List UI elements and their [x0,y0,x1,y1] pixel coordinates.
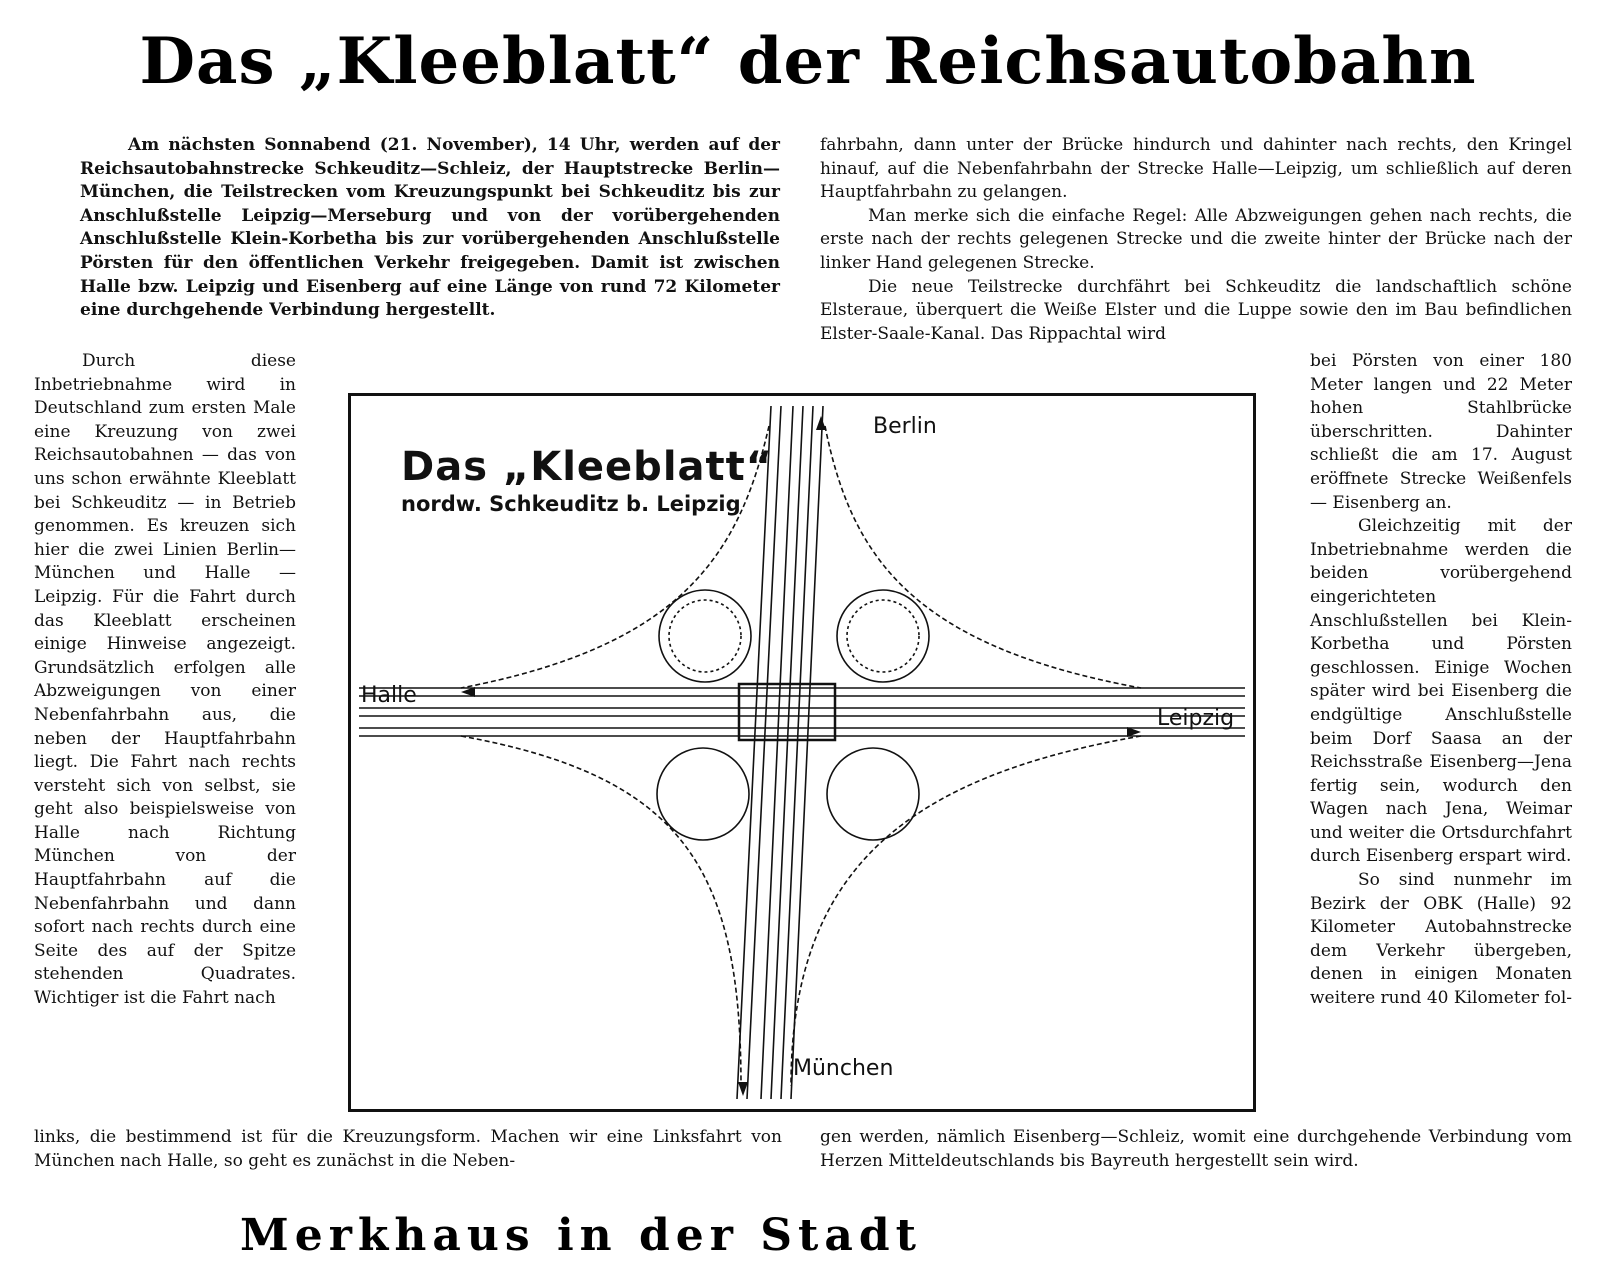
label-halle: Halle [361,683,417,708]
label-munchen: München [793,1056,894,1081]
right-column-paragraph-1: bei Pörsten von einer 180 Meter langen und 22 Meter hohen Stahlbrücke überschritten. Dahinter schließt die am 17. August eröffnete Strecke Weißenfels — Eisenberg an. [1310,351,1572,513]
figure-title-main: Das „Kleeblatt“ [401,444,774,490]
interchange-diagram [348,393,1256,1112]
bottom-left-text: links, die bestimmend ist für die Kreuzungsform. Machen wir eine Linksfahrt von München nach Halle, so geht es zunächst in die Neben- [34,1127,782,1171]
loop-northeast [837,590,929,682]
loop-southwest [657,748,749,840]
highway-west-east [359,688,1245,736]
loop-northeast-inner [847,600,919,672]
right-top-paragraph-2: Man merke sich die einfache Regel: Alle Abzweigungen gehen nach rechts, die erste nach der rechts gelegenen Strecke und die zweite hinter der Brücke nach der linker Hand gelegenen Strecke. [820,205,1572,273]
ramp-southwest [461,736,741,1086]
bottom-left-column [34,1126,782,1173]
loop-northwest [659,590,751,682]
right-column-paragraph-2: Gleichzeitig mit der Inbetriebnahme werden die beiden vorübergehend eingerichteten Anschlußstellen bei Klein-Korbetha und Pörsten geschlossen. Einige Wochen später wird bei Eisenberg die endgültige Anschlußstelle beim Dorf Saasa an der Reichsstraße Eisenberg—Jena fertig sein, wodurch den Wagen nach Jena, Weimar und weiter die Ortsdurchfahrt durch Eisenberg erspart wird. [1310,516,1572,867]
label-leipzig: Leipzig [1157,706,1235,731]
right-top-paragraph-3: Die neue Teilstrecke durchfährt bei Schkeuditz die landschaftlich schöne Elsteraue, überquert die Weiße Elster und die Luppe sowie den im Bau befindlichen Elster-Saale-Kanal. Das Rippachtal wird [820,276,1572,344]
headline: Das „Kleeblatt“ der Reichsautobahn [139,24,1477,99]
loop-southeast [827,748,919,840]
right-top-column [820,134,1572,346]
lead-text: Am nächsten Sonnabend (21. November), 14 Uhr, werden auf der Reichsautobahnstrecke Schkeuditz—Schleiz, der Hauptstrecke Berlin—München, die Teilstrecken vom Kreuzungspunkt bei Schkeuditz bis zur Anschlußstelle Leipzig—Merseburg und von der vorübergehenden Anschlußstelle Klein-Korbetha bis zur vorübergehenden Anschlußstelle Pörsten für den öffentlichen Verkehr freigegeben. Damit ist zwischen Halle bzw. Leipzig und Eisenberg auf eine Länge von rund 72 Kilometer eine durchgehende Verbindung hergestellt. [80,135,780,321]
right-column [1310,350,1572,1011]
figure-title [401,444,773,516]
right-top-paragraph-1: fahrbahn, dann unter der Brücke hindurch und dahinter nach rechts, den Kringel hinauf, auf die Nebenfahrbahn der Strecke Halle—Leipzig, um schließlich auf deren Hauptfahrbahn zu gelangen. [820,135,1572,203]
lead-paragraph [80,134,780,323]
figure-subtitle: nordw. Schkeuditz b. Leipzig [401,492,741,516]
direction-arrow-north [816,416,826,430]
bottom-right-text: gen werden, nämlich Eisenberg—Schleiz, womit eine durchgehende Verbindung vom Herzen Mitteldeutschlands bis Bayreuth hergestellt sein wird. [820,1127,1572,1171]
ramp-southeast [791,736,1141,1086]
label-berlin: Berlin [873,414,937,439]
bottom-right-column [820,1126,1572,1173]
left-column [34,350,296,1011]
right-column-paragraph-3: So sind nunmehr im Bezirk der OBK (Halle) 92 Kilometer Autobahnstrecke dem Verkehr übergeben, denen in einigen Monaten weitere rund 40 Kilometer fol- [1310,870,1572,1009]
next-article-headline-cut: Merkhaus in der Stadt [240,1210,922,1261]
bridge [739,684,835,740]
ramp-northeast [825,426,1141,688]
loop-northwest-inner [669,600,741,672]
left-column-text: Durch diese Inbetriebnahme wird in Deutschland zum ersten Male eine Kreuzung von zwei Reichsautobahnen — das von uns schon erwähnte Kleeblatt bei Schkeuditz — in Betrieb genommen. Es kreuzen sich hier die zwei Linien Berlin—München und Halle — Leipzig. Für die Fahrt durch das Kleeblatt erscheinen einige Hinweise angezeigt. Grundsätzlich erfolgen alle Abzweigungen von einer Nebenfahrbahn aus, die neben der Hauptfahrbahn liegt. Die Fahrt nach rechts versteht sich von selbst, sie geht also beispielsweise von Halle nach Richtung München von der Hauptfahrbahn auf die Nebenfahrbahn und dann sofort nach rechts durch eine Seite des auf der Spitze stehenden Quadrates. Wichtiger ist die Fahrt nach [34,351,296,1009]
